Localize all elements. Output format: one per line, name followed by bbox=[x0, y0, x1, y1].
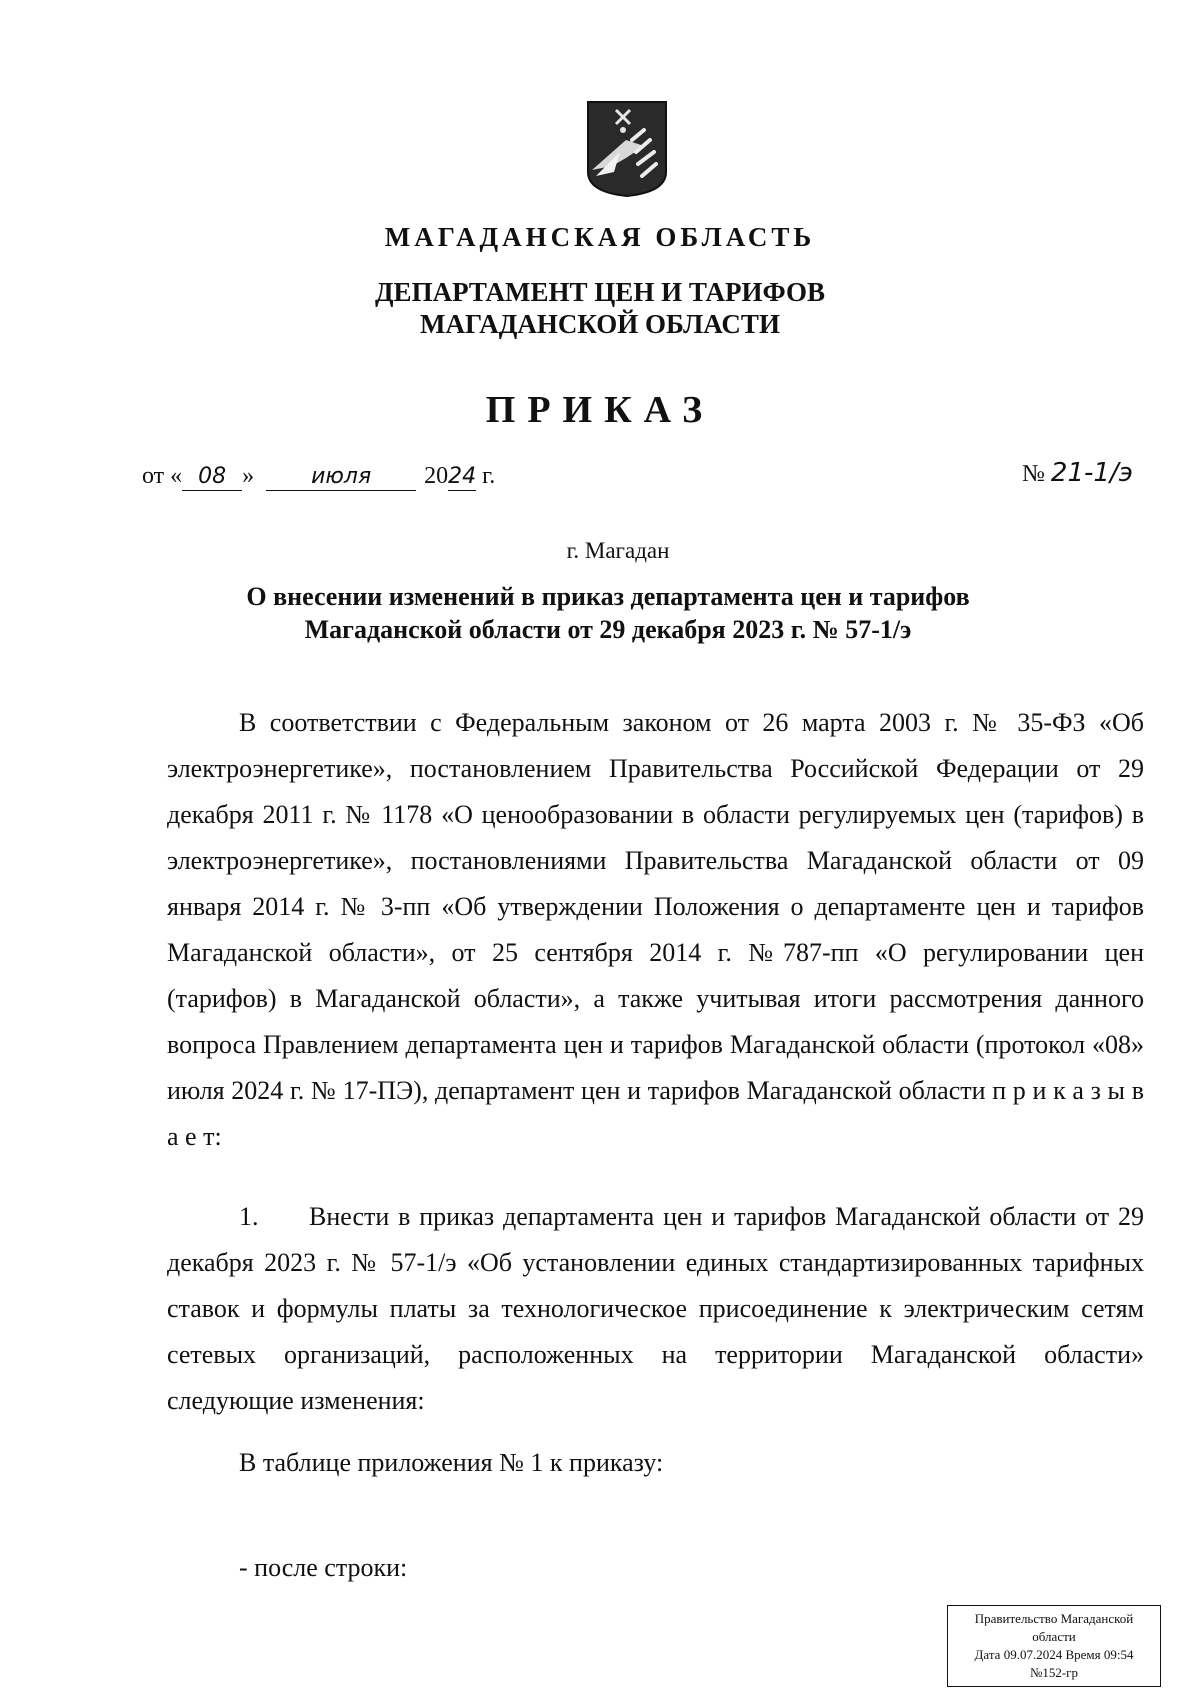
stamp-line-2: области bbox=[1032, 1629, 1076, 1644]
date-mid: » bbox=[242, 463, 255, 489]
item-1-text: Внести в приказ департамента цен и тарифов Магаданской области от 29 декабря 2023 г. № 57-1/э «Об установлении единых стандартизированных тарифных ставок и формулы платы за технологическое присоединение к электрическим сетям сетевых организаций, расположенных на территории Магаданской области» следующие изменения: bbox=[167, 1202, 1144, 1415]
stamp-line-4: №152-гр bbox=[1029, 1665, 1079, 1680]
date-year-prefix: 20 bbox=[424, 463, 449, 489]
registration-stamp bbox=[947, 1605, 1161, 1687]
after-row-label: - после строки: bbox=[239, 1553, 408, 1582]
date-day: 08 bbox=[182, 464, 242, 491]
department-line-1: ДЕПАРТАМЕНТ ЦЕН И ТАРИФОВ bbox=[374, 277, 826, 307]
subject-line-1: О внесении изменений в приказ департамента цен и тарифов bbox=[246, 582, 970, 611]
department-name bbox=[0, 276, 1200, 340]
item-1-paragraph bbox=[167, 1194, 1144, 1424]
subject-line-2: Магаданской области от 29 декабря 2023 г. № 57-1/э bbox=[304, 615, 912, 644]
document-type-title: ПРИКАЗ bbox=[485, 389, 715, 431]
item-1-number: 1. bbox=[239, 1202, 259, 1231]
order-number bbox=[1022, 460, 1133, 488]
date-month: июля bbox=[266, 464, 416, 491]
date-year-suffix: 24 bbox=[448, 464, 477, 489]
department-line-2: МАГАДАНСКОЙ ОБЛАСТИ bbox=[420, 309, 780, 339]
stamp-line-1: Правительство Магаданской bbox=[974, 1611, 1134, 1626]
table-reference: В таблице приложения № 1 к приказу: bbox=[239, 1448, 664, 1477]
region-title: МАГАДАНСКАЯ ОБЛАСТЬ bbox=[384, 222, 816, 252]
date-year-end: г. bbox=[482, 463, 496, 489]
number-label: № bbox=[1022, 461, 1045, 487]
preamble-paragraph: В соответствии с Федеральным законом от 26 марта 2003 г. № 35-ФЗ «Об электроэнергетике», постановлением Правительства Российской Федерации от 29 декабря 2011 г. № 1178 «О ценообразовании в области регулируемых цен (тарифов) в электроэнергетике», постановлениями Правительства Магаданской области от 09 января 2014 г. № 3-пп «Об утверждении Положения о департаменте цен и тарифов Магаданской области», от 25 сентября 2014 г. №787-пп «О регулировании цен (тарифов) в Магаданской области», а также учитывая итоги рассмотрения данного вопроса Правлением департамента цен и тарифов Магаданской области (протокол «08» июля 2024 г. № 17-ПЭ), департамент цен и тарифов Магаданской области п р и к а з ы в а е т: bbox=[167, 708, 1144, 1151]
date-prefix: от « bbox=[142, 463, 183, 489]
order-subject bbox=[8, 580, 1200, 646]
stamp-line-3: Дата 09.07.2024 Время 09:54 bbox=[974, 1647, 1134, 1662]
order-date bbox=[142, 463, 495, 491]
city-name: г. Магадан bbox=[566, 538, 670, 563]
coat-of-arms-icon bbox=[586, 100, 668, 198]
number-value: 21-1/э bbox=[1050, 458, 1133, 488]
